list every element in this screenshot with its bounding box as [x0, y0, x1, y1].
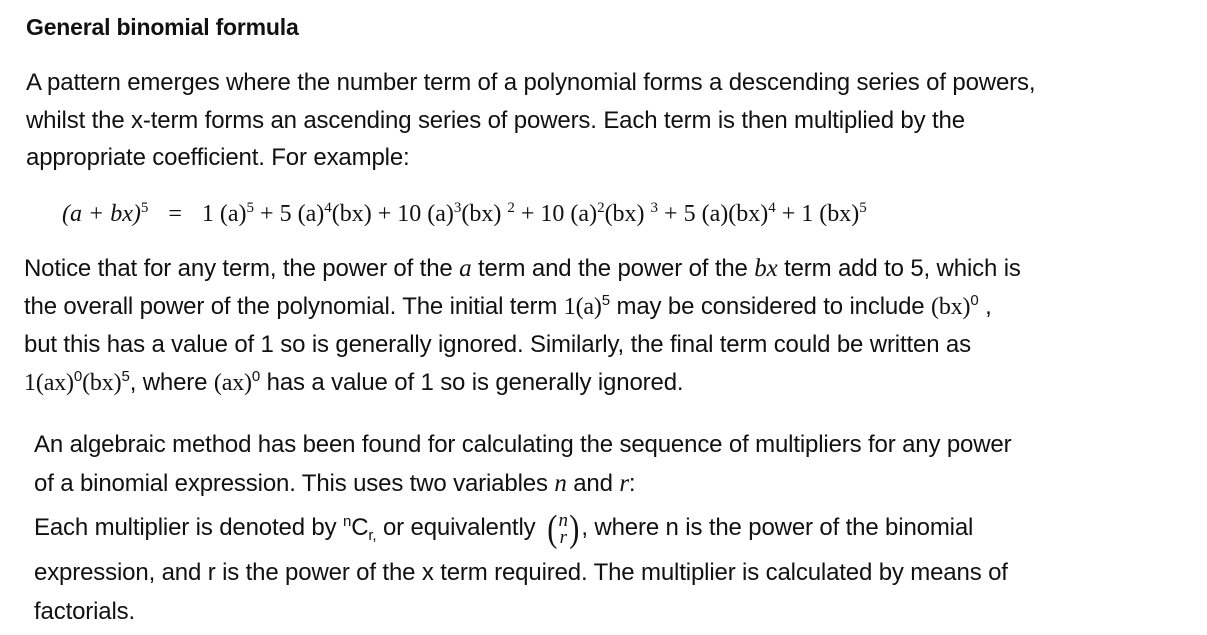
intro-line-3: appropriate coefficient. For example: [26, 144, 410, 171]
formula-lhs: (a + bx) [62, 201, 141, 227]
method-line-2 [34, 464, 1199, 503]
variable-a: a [459, 255, 472, 282]
term-2-coef: 5 [279, 201, 292, 227]
bx-term: (bx) [931, 293, 971, 320]
term-5-coef: 5 [683, 201, 696, 227]
method-line-5: factorials. [34, 598, 136, 625]
binom-top: n [558, 509, 568, 531]
initial-term-power: 5 [601, 291, 610, 309]
method-line-3 [34, 503, 1199, 553]
notice-text: the overall power of the polynomial. The initial term [24, 292, 564, 320]
notice-text: Notice that for any term, the power of the [24, 255, 460, 282]
plus-sign: + [520, 201, 535, 227]
variable-bx: bx [754, 255, 778, 282]
term-4-a-power: 2 [597, 200, 605, 216]
notice-line-2 [24, 288, 1199, 327]
term-6-bx: (bx) [819, 201, 860, 227]
variable-n: n [554, 470, 567, 497]
method-text: : [628, 470, 636, 497]
method-text: or equivalently [376, 514, 542, 541]
ax-term-power: 0 [251, 367, 261, 385]
ncr-c: C [351, 514, 369, 541]
method-line-4: expression, and r is the power of the x term required. The multiplier is calculated by means of [34, 559, 1008, 586]
intro-paragraph [26, 64, 1196, 177]
method-paragraph [34, 425, 1199, 631]
term-5-bx-power: 4 [768, 200, 776, 216]
term-6-bx-power: 5 [859, 200, 867, 216]
term-3-a: (a) [427, 201, 454, 227]
notice-text: term and the power of the [471, 255, 755, 282]
initial-term: 1(a) [563, 293, 602, 320]
method-line-1: An algebraic method has been found for calculating the sequence of multipliers for any power [34, 431, 1012, 458]
plus-sign: + [664, 201, 678, 227]
final-term-bx: (bx) [82, 369, 122, 396]
intro-line-2: whilst the x-term forms an ascending series of powers. Each term is then multiplied by the [26, 106, 965, 134]
notice-text: , where [129, 368, 214, 396]
plus-sign: + [377, 201, 392, 227]
term-1-a-power: 5 [246, 200, 255, 216]
plus-sign: + [260, 201, 274, 227]
method-text: and [566, 470, 620, 497]
binomial-coefficient: ( n r ) [547, 507, 580, 550]
intro-line-1: A pattern emerges where the number term of a polynomial forms a descending series of powers, [26, 69, 1036, 96]
term-2-bx: (bx) [331, 201, 372, 227]
term-5-bx: (bx) [728, 201, 769, 227]
binomial-expansion-formula [62, 196, 1162, 232]
term-1-coef: 1 [201, 201, 214, 227]
variable-r: r [619, 470, 629, 497]
final-term-ax-power: 0 [73, 367, 83, 385]
term-3-bx-power: 2 [507, 200, 515, 216]
term-2-a-power: 4 [324, 200, 332, 216]
final-term-bx-power: 5 [121, 367, 130, 385]
term-3-bx: (bx) [461, 201, 502, 227]
term-2-a: (a) [297, 201, 325, 227]
ax-term: (ax) [213, 369, 252, 396]
term-3-coef: 10 [397, 201, 422, 227]
notice-text: , [978, 292, 992, 320]
notice-text: may be considered to include [609, 292, 932, 320]
term-4-bx: (bx) [604, 201, 645, 227]
ncr-notation [343, 513, 377, 544]
term-4-bx-power: 3 [650, 200, 659, 216]
notice-text: term add to 5, which is [777, 255, 1021, 282]
final-term-ax: 1(ax) [24, 369, 74, 396]
bx-term-power: 0 [970, 291, 979, 309]
plus-sign: + [781, 201, 796, 227]
term-5-a: (a) [701, 201, 729, 227]
term-4-a: (a) [570, 201, 598, 227]
ncr-r: r, [368, 527, 377, 544]
notice-paragraph [24, 250, 1199, 402]
notice-line-1 [24, 250, 1199, 288]
term-4-coef: 10 [540, 201, 565, 227]
method-text: , where n is the power of the binomial [581, 514, 974, 541]
method-text: Each multiplier is denoted by [34, 514, 344, 541]
notice-line-3: but this has a value of 1 so is generally ignored. Similarly, the final term could be written as [24, 331, 971, 358]
notice-line-4 [24, 364, 1199, 403]
binom-bottom: r [559, 526, 567, 548]
term-6-coef: 1 [801, 201, 814, 227]
section-heading: General binomial formula [26, 14, 299, 40]
formula-lhs-power: 5 [140, 200, 149, 216]
notice-text: has a value of 1 so is generally ignored. [260, 368, 684, 396]
ncr-n: n [343, 513, 352, 530]
term-1-a: (a) [219, 201, 247, 227]
formula-equals: = [168, 201, 182, 227]
method-text: of a binomial expression. This uses two variables [34, 470, 555, 497]
term-3-a-power: 3 [453, 200, 462, 216]
